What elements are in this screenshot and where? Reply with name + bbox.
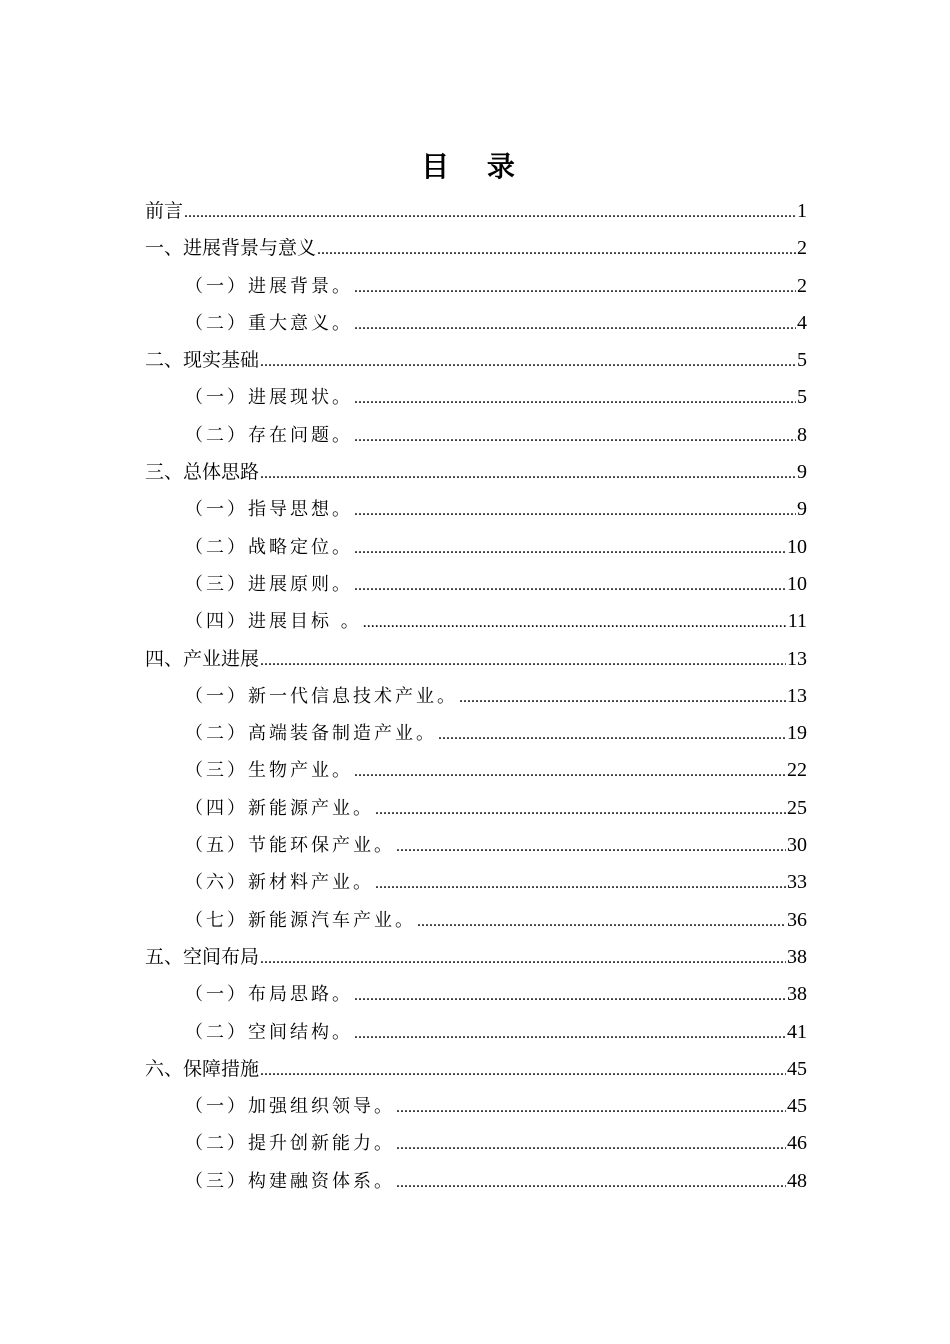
toc-section-entry[interactable] <box>145 752 807 789</box>
toc-entry-title: （二）提升创新能力。 <box>185 1133 395 1155</box>
toc-entry-page-number: 25 <box>787 796 807 819</box>
toc-entry-page-number: 11 <box>787 610 807 633</box>
toc-dot-leader <box>459 679 786 715</box>
toc-section-entry[interactable] <box>145 379 807 416</box>
toc-section-entry[interactable] <box>145 1163 807 1200</box>
toc-chapter-entry[interactable] <box>145 939 807 976</box>
toc-entry-page-number: 5 <box>797 386 807 409</box>
toc-dot-leader <box>417 903 786 939</box>
table-of-contents <box>145 193 807 1200</box>
toc-entry-page-number: 10 <box>787 572 807 595</box>
toc-entry-title: （二）高端装备制造产业。 <box>185 723 437 745</box>
toc-entry-page-number: 38 <box>787 983 807 1006</box>
toc-section-entry[interactable] <box>145 1014 807 1051</box>
toc-entry-title: 五、空间布局 <box>145 945 260 968</box>
toc-dot-leader <box>260 455 796 491</box>
toc-chapter-entry[interactable] <box>145 193 807 230</box>
toc-entry-page-number: 45 <box>787 1095 807 1118</box>
toc-entry-page-number: 8 <box>797 423 807 446</box>
toc-dot-leader <box>354 530 786 566</box>
toc-entry-page-number: 13 <box>787 647 807 670</box>
toc-entry-title: （三）进展原则。 <box>185 573 353 595</box>
toc-entry-page-number: 2 <box>797 274 807 297</box>
toc-entry-title: （二）空间结构。 <box>185 1021 353 1043</box>
toc-chapter-entry[interactable] <box>145 454 807 491</box>
toc-section-entry[interactable] <box>145 305 807 342</box>
page-title: 目 录 <box>421 149 529 183</box>
toc-section-entry[interactable] <box>145 268 807 305</box>
toc-section-entry[interactable] <box>145 417 807 454</box>
toc-dot-leader <box>184 194 796 230</box>
toc-section-entry[interactable] <box>145 1088 807 1125</box>
toc-entry-title: （一）新一代信息技术产业。 <box>185 685 458 707</box>
toc-section-entry[interactable] <box>145 529 807 566</box>
toc-entry-title: （一）指导思想。 <box>185 499 353 521</box>
toc-entry-page-number: 22 <box>787 759 807 782</box>
toc-entry-page-number: 45 <box>787 1057 807 1080</box>
toc-chapter-entry[interactable] <box>145 230 807 267</box>
toc-entry-page-number: 30 <box>787 834 807 857</box>
toc-chapter-entry[interactable] <box>145 641 807 678</box>
toc-dot-leader <box>354 269 796 305</box>
toc-dot-leader <box>260 940 786 976</box>
toc-entry-title: （一）加强组织领导。 <box>185 1096 395 1118</box>
toc-entry-page-number: 1 <box>797 200 807 222</box>
toc-dot-leader <box>354 492 796 528</box>
toc-dot-leader <box>363 604 787 640</box>
toc-entry-title: （一）布局思路。 <box>185 984 353 1006</box>
toc-entry-title: （二）重大意义。 <box>185 312 353 334</box>
toc-entry-page-number: 33 <box>787 871 807 894</box>
toc-entry-page-number: 48 <box>787 1169 807 1192</box>
toc-section-entry[interactable] <box>145 715 807 752</box>
toc-dot-leader <box>396 828 786 864</box>
toc-entry-page-number: 10 <box>787 535 807 558</box>
toc-entry-page-number: 13 <box>787 684 807 707</box>
toc-entry-page-number: 38 <box>787 945 807 968</box>
toc-entry-title: 六、保障措施 <box>145 1057 260 1080</box>
toc-entry-page-number: 19 <box>787 722 807 745</box>
toc-dot-leader <box>396 1164 786 1200</box>
toc-entry-page-number: 2 <box>797 237 807 260</box>
toc-dot-leader <box>260 343 796 379</box>
toc-entry-page-number: 9 <box>797 461 807 484</box>
toc-entry-title: （四）进展目标 。 <box>185 611 362 633</box>
toc-entry-page-number: 9 <box>797 498 807 521</box>
toc-entry-title: （五）节能环保产业。 <box>185 835 395 857</box>
toc-entry-title: （七）新能源汽车产业。 <box>185 909 416 931</box>
toc-dot-leader <box>354 306 796 342</box>
toc-entry-title: 一、进展背景与意义 <box>145 237 317 260</box>
toc-dot-leader <box>396 1126 786 1162</box>
toc-entry-title: 二、现实基础 <box>145 349 260 372</box>
toc-section-entry[interactable] <box>145 790 807 827</box>
toc-section-entry[interactable] <box>145 491 807 528</box>
toc-entry-title: 三、总体思路 <box>145 461 260 484</box>
toc-entry-title: 前言 <box>145 200 184 222</box>
toc-dot-leader <box>396 1089 786 1125</box>
toc-dot-leader <box>354 418 796 454</box>
toc-entry-page-number: 46 <box>787 1132 807 1155</box>
toc-entry-title: （三）构建融资体系。 <box>185 1170 395 1192</box>
toc-entry-page-number: 41 <box>787 1020 807 1043</box>
toc-dot-leader <box>260 642 786 678</box>
toc-section-entry[interactable] <box>145 1125 807 1162</box>
toc-dot-leader <box>354 567 786 603</box>
toc-entry-title: （三）生物产业。 <box>185 760 353 782</box>
toc-dot-leader <box>438 716 786 752</box>
toc-chapter-entry[interactable] <box>145 342 807 379</box>
toc-entry-title: （六）新材料产业。 <box>185 872 374 894</box>
toc-section-entry[interactable] <box>145 827 807 864</box>
toc-entry-page-number: 5 <box>797 349 807 372</box>
toc-entry-title: （一）进展背景。 <box>185 275 353 297</box>
toc-dot-leader <box>354 1015 786 1051</box>
toc-section-entry[interactable] <box>145 603 807 640</box>
toc-dot-leader <box>260 1052 786 1088</box>
toc-entry-title: （二）存在问题。 <box>185 424 353 446</box>
toc-dot-leader <box>354 380 796 416</box>
toc-section-entry[interactable] <box>145 864 807 901</box>
toc-dot-leader <box>317 231 796 267</box>
toc-entry-title: （四）新能源产业。 <box>185 797 374 819</box>
toc-section-entry[interactable] <box>145 678 807 715</box>
toc-entry-title: （一）进展现状。 <box>185 387 353 409</box>
toc-dot-leader <box>375 791 786 827</box>
toc-entry-title: （二）战略定位。 <box>185 536 353 558</box>
toc-section-entry[interactable] <box>145 566 807 603</box>
toc-chapter-entry[interactable] <box>145 1051 807 1088</box>
toc-dot-leader <box>354 753 786 789</box>
toc-entry-page-number: 36 <box>787 908 807 931</box>
toc-section-entry[interactable] <box>145 902 807 939</box>
toc-dot-leader <box>354 977 786 1013</box>
toc-entry-title: 四、产业进展 <box>145 647 260 670</box>
toc-entry-page-number: 4 <box>797 311 807 334</box>
toc-section-entry[interactable] <box>145 976 807 1013</box>
toc-dot-leader <box>375 865 786 901</box>
